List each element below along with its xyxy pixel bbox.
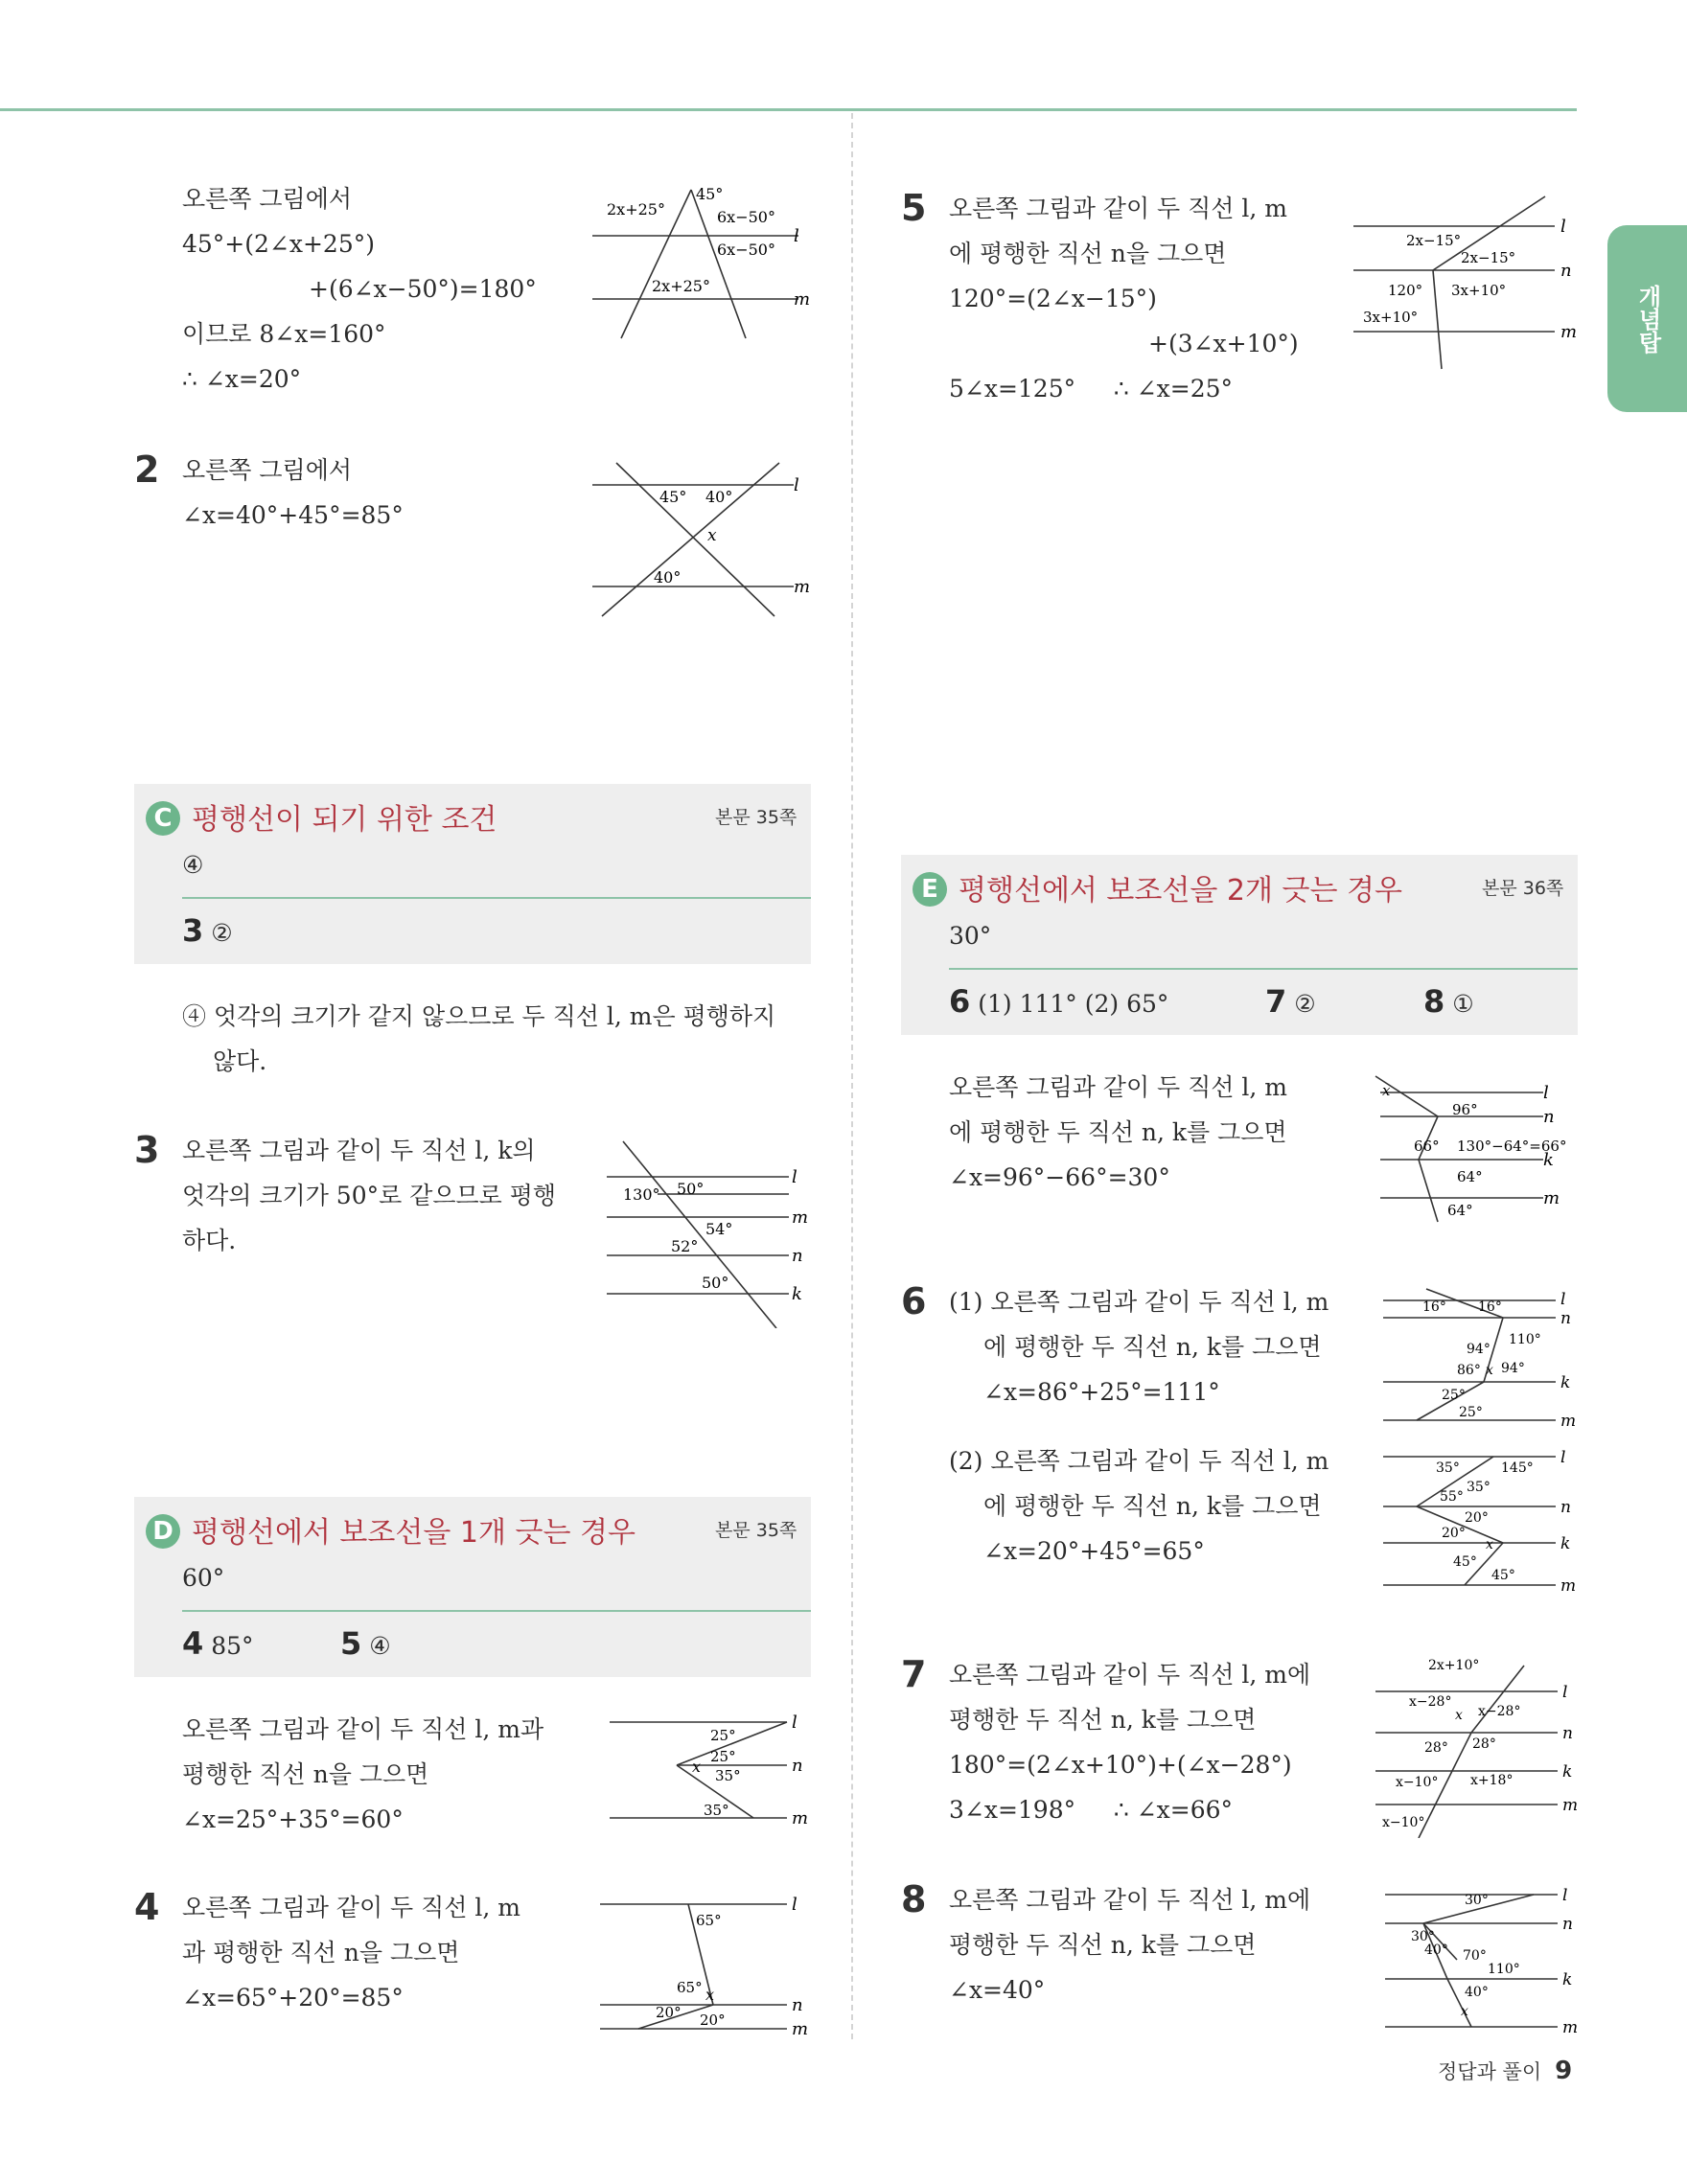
line-label: k: [1543, 1150, 1554, 1170]
text-line: 오른쪽 그림과 같이 두 직선 l, m에: [949, 1661, 1311, 1689]
answer-value: ②: [1294, 990, 1316, 1018]
angle-label: x−10°: [1382, 1815, 1425, 1830]
angle-label: 16°: [1478, 1299, 1502, 1315]
angle-label: 25°: [1459, 1405, 1483, 1420]
text-line: +(3∠x+10°): [1148, 330, 1299, 357]
line-label: m: [794, 289, 811, 310]
answer-rule: [949, 968, 1578, 970]
answer: 60°: [182, 1564, 225, 1592]
text-line: 45°+(2∠x+25°): [182, 230, 375, 258]
diagram-d: [610, 1708, 813, 1832]
text-line: 5∠x=125° ∴ ∠x=25°: [949, 375, 1234, 402]
angle-label: 2x+10°: [1428, 1658, 1480, 1673]
angle-label: x: [692, 1758, 702, 1776]
angle-label: 94°: [1501, 1361, 1525, 1376]
angle-label: 2x+25°: [607, 200, 665, 218]
page-reference: 본문 35쪽: [715, 807, 797, 828]
angle-label: x−28°: [1409, 1694, 1452, 1710]
section-badge: C: [146, 801, 180, 836]
text-line: ∠x=96°−66°=30°: [949, 1163, 1170, 1191]
angle-label: 45°: [1453, 1554, 1477, 1570]
angle-label: 40°: [1465, 1985, 1489, 2000]
section-badge: E: [913, 872, 947, 907]
text-line: ∠x=25°+35°=60°: [182, 1805, 404, 1833]
answer-number: 6: [949, 983, 971, 1020]
line-label: m: [792, 1808, 809, 1828]
angle-label: x: [707, 526, 717, 545]
diagram-7: [1371, 1656, 1580, 1838]
text-line: ∠x=20°+45°=65°: [983, 1537, 1205, 1565]
angle-label: x: [1455, 1708, 1463, 1723]
line-label: m: [1560, 322, 1578, 342]
side-tab[interactable]: [1607, 225, 1687, 412]
angle-label: 20°: [1442, 1526, 1466, 1541]
text-line: +(6∠x−50°)=180°: [309, 275, 537, 303]
problem-number: 5: [901, 187, 927, 229]
angle-label: 35°: [704, 1802, 729, 1819]
diagram-3: [602, 1137, 813, 1328]
angle-label: 2x+25°: [652, 277, 710, 295]
column-divider: [851, 113, 853, 2039]
angle-label: 65°: [677, 1979, 703, 1996]
answer-number: 7: [1265, 983, 1287, 1020]
angle-label: 45°: [696, 185, 724, 203]
angle-label: 50°: [677, 1180, 705, 1198]
line-label: l: [792, 1167, 797, 1187]
angle-label: 20°: [1465, 1510, 1489, 1526]
text-line: 오른쪽 그림에서: [182, 456, 352, 484]
line-label: k: [1562, 1762, 1573, 1782]
angle-label: 55°: [1440, 1489, 1464, 1505]
line-label: m: [1560, 1576, 1577, 1596]
angle-label: 65°: [696, 1912, 722, 1929]
problem-number: 2: [134, 448, 160, 491]
text-line: 오른쪽 그림과 같이 두 직선 l, k의: [182, 1137, 536, 1164]
angle-label: 120°: [1388, 282, 1423, 299]
angle-label: 54°: [705, 1220, 733, 1238]
angle-label: 20°: [700, 2012, 726, 2029]
line-label: l: [1543, 1083, 1549, 1103]
text-line: ∠x=65°+20°=85°: [182, 1984, 404, 2012]
answer-rule: [182, 897, 811, 899]
angle-label: 6x−50°: [717, 208, 775, 226]
angle-label: x: [705, 1986, 715, 2004]
text-line: 오른쪽 그림과 같이 두 직선 l, m: [949, 195, 1287, 222]
line-label: k: [1562, 1970, 1573, 1989]
problem-number: 8: [901, 1878, 927, 1920]
line-label: n: [792, 1756, 803, 1776]
line-label: k: [1560, 1534, 1571, 1553]
answer-value: ①: [1452, 990, 1474, 1018]
line-label: n: [1562, 1724, 1573, 1743]
side-tab-label: 개념탑: [1634, 284, 1661, 354]
text-line: 에 평행한 두 직선 n, k를 그으면: [983, 1333, 1322, 1361]
answer: ④: [182, 851, 204, 879]
text-line: 180°=(2∠x+10°)+(∠x−28°): [949, 1751, 1292, 1779]
angle-label: 30°: [1465, 1893, 1489, 1908]
answer-number: 5: [340, 1625, 362, 1662]
answer-rule: [182, 1610, 811, 1612]
angle-label: 25°: [710, 1748, 736, 1765]
angle-label: 16°: [1422, 1299, 1446, 1315]
line-label: m: [1543, 1188, 1560, 1208]
text-line: ∴ ∠x=20°: [182, 365, 302, 393]
text-line: ∠x=86°+25°=111°: [983, 1378, 1220, 1406]
line-label: m: [794, 577, 811, 597]
answer-row: [182, 1625, 254, 1662]
text-line: ④ 엇각의 크기가 같지 않으므로 두 직선 l, m은 평행하지: [182, 1002, 776, 1030]
line-label: n: [1560, 261, 1572, 281]
angle-label: 130°−64°=66°: [1457, 1138, 1567, 1155]
text-line: 오른쪽 그림과 같이 두 직선 l, m과: [182, 1715, 544, 1743]
line-label: k: [792, 1284, 802, 1304]
angle-label: 25°: [1442, 1388, 1466, 1403]
angle-label: 35°: [715, 1767, 741, 1784]
angle-label: x−28°: [1478, 1704, 1521, 1719]
text-line: 평행한 두 직선 n, k를 그으면: [949, 1931, 1257, 1959]
line-label: l: [794, 475, 799, 495]
angle-label: 64°: [1447, 1202, 1473, 1219]
answer-row: [1265, 983, 1316, 1020]
answer-value: ②: [211, 919, 233, 947]
answer-row: [182, 912, 233, 949]
footer-label: 정답과 풀이: [1438, 2060, 1542, 2083]
line-label: n: [792, 1995, 803, 2015]
section-badge: D: [146, 1514, 180, 1549]
line-label: n: [1560, 1498, 1571, 1517]
line-label: l: [1560, 1448, 1566, 1467]
angle-label: 2x−15°: [1461, 249, 1516, 266]
text-line: 오른쪽 그림과 같이 두 직선 l, m: [949, 1073, 1287, 1101]
diagram-4: [600, 1893, 813, 2041]
answer: 30°: [949, 922, 992, 950]
answer-number: 3: [182, 912, 204, 949]
text-line: (2) 오른쪽 그림과 같이 두 직선 l, m: [949, 1447, 1329, 1475]
answer-row: [1423, 983, 1474, 1020]
answer-row: [340, 1625, 391, 1662]
page-footer: [1438, 2057, 1572, 2085]
angle-label: 30°: [1411, 1929, 1435, 1944]
section-title: 평행선이 되기 위한 조건: [192, 803, 497, 837]
diagram-5: [1353, 192, 1580, 374]
angle-label: 52°: [671, 1237, 699, 1255]
angle-label: 64°: [1457, 1168, 1483, 1185]
answer-number: 8: [1423, 983, 1445, 1020]
angle-label: x: [1486, 1363, 1493, 1378]
line-label: l: [794, 226, 799, 246]
angle-label: 86°: [1457, 1363, 1481, 1378]
text-line: (1) 오른쪽 그림과 같이 두 직선 l, m: [949, 1288, 1329, 1316]
text-line: ∠x=40°: [949, 1976, 1046, 2004]
angle-label: 40°: [705, 488, 733, 506]
text-line: 평행한 직선 n을 그으면: [182, 1760, 429, 1788]
answer-value: (1) 111° (2) 65°: [978, 990, 1169, 1018]
line-label: m: [1560, 1412, 1577, 1428]
line-label: m: [792, 1207, 809, 1228]
diagram-1: [592, 180, 813, 343]
angle-label: 40°: [1424, 1943, 1448, 1958]
diagram-6b: [1378, 1445, 1580, 1598]
answer-number: 4: [182, 1625, 204, 1662]
angle-label: 6x−50°: [717, 241, 775, 259]
angle-label: x: [1486, 1537, 1493, 1552]
line-label: n: [792, 1246, 803, 1266]
page-reference: 본문 36쪽: [1482, 878, 1564, 899]
line-label: m: [792, 2019, 809, 2039]
angle-label: 110°: [1488, 1962, 1520, 1977]
text-line: 이므로 8∠x=160°: [182, 320, 386, 348]
answer-row: [949, 983, 1168, 1020]
section-box-d: [134, 1497, 811, 1677]
problem-number: 3: [134, 1129, 160, 1171]
diagram-8: [1380, 1883, 1580, 2036]
text-line: 에 평행한 두 직선 n, k를 그으면: [983, 1492, 1322, 1520]
diagram-2: [592, 458, 813, 621]
angle-label: 110°: [1509, 1332, 1541, 1347]
header-rule: [0, 108, 1577, 111]
line-label: m: [1562, 2018, 1579, 2036]
section-title: 평행선에서 보조선을 2개 긋는 경우: [959, 874, 1402, 908]
line-label: l: [792, 1895, 797, 1915]
angle-label: 40°: [654, 568, 682, 586]
text-line: 오른쪽 그림과 같이 두 직선 l, m에: [949, 1886, 1311, 1914]
page-number: 9: [1555, 2057, 1573, 2085]
text-line: 과 평행한 직선 n을 그으면: [182, 1939, 460, 1966]
line-label: l: [1562, 1886, 1568, 1905]
line-label: l: [1560, 1290, 1566, 1309]
text-line: 오른쪽 그림에서: [182, 185, 352, 213]
line-label: n: [1562, 1915, 1573, 1934]
section-box-e: [901, 855, 1578, 1035]
angle-label: 50°: [702, 1274, 729, 1292]
diagram-e: [1361, 1069, 1582, 1231]
angle-label: 25°: [710, 1727, 736, 1744]
line-label: n: [1560, 1309, 1571, 1328]
angle-label: 70°: [1463, 1948, 1487, 1964]
angle-label: 3x+10°: [1451, 282, 1507, 299]
line-label: l: [1560, 217, 1566, 237]
angle-label: x+18°: [1470, 1773, 1514, 1788]
angle-label: 45°: [1491, 1568, 1515, 1583]
line-label: m: [1562, 1796, 1579, 1815]
section-box-c: [134, 784, 811, 964]
text-line: 에 평행한 직선 n을 그으면: [949, 240, 1227, 267]
problem-number: 7: [901, 1653, 927, 1695]
angle-label: 2x−15°: [1406, 232, 1462, 249]
line-label: n: [1543, 1107, 1555, 1127]
line-label: l: [792, 1713, 797, 1733]
angle-label: x: [1382, 1082, 1391, 1099]
diagram-6a: [1378, 1284, 1580, 1428]
angle-label: 96°: [1452, 1101, 1478, 1118]
angle-label: 3x+10°: [1363, 309, 1419, 326]
text-line: 않다.: [213, 1047, 267, 1075]
angle-label: 28°: [1424, 1740, 1448, 1756]
line-label: k: [1560, 1373, 1571, 1392]
problem-number: 6: [901, 1280, 927, 1322]
angle-label: 20°: [656, 2004, 682, 2021]
angle-label: 94°: [1467, 1342, 1491, 1357]
angle-label: 45°: [659, 488, 687, 506]
text-line: 하다.: [182, 1227, 237, 1254]
text-line: 에 평행한 두 직선 n, k를 그으면: [949, 1118, 1287, 1146]
section-title: 평행선에서 보조선을 1개 긋는 경우: [192, 1516, 636, 1550]
text-line: ∠x=40°+45°=85°: [182, 501, 404, 529]
angle-label: 35°: [1467, 1480, 1491, 1495]
angle-label: 35°: [1436, 1460, 1460, 1476]
answer-value: 85°: [211, 1632, 254, 1660]
angle-label: 145°: [1501, 1460, 1534, 1476]
angle-label: 130°: [623, 1185, 660, 1204]
line-label: l: [1562, 1683, 1568, 1702]
text-line: 엇각의 크기가 50°로 같으므로 평행: [182, 1182, 557, 1209]
angle-label: x−10°: [1396, 1775, 1439, 1790]
text-line: 120°=(2∠x−15°): [949, 285, 1157, 312]
angle-label: 66°: [1414, 1138, 1440, 1155]
text-line: 평행한 두 직선 n, k를 그으면: [949, 1706, 1257, 1734]
problem-number: 4: [134, 1886, 160, 1928]
text-line: 3∠x=198° ∴ ∠x=66°: [949, 1796, 1234, 1824]
page-reference: 본문 35쪽: [715, 1520, 797, 1541]
text-line: 오른쪽 그림과 같이 두 직선 l, m: [182, 1894, 520, 1921]
angle-label: 28°: [1472, 1736, 1496, 1752]
answer-value: ④: [369, 1632, 391, 1660]
angle-label: x: [1461, 2004, 1468, 2019]
